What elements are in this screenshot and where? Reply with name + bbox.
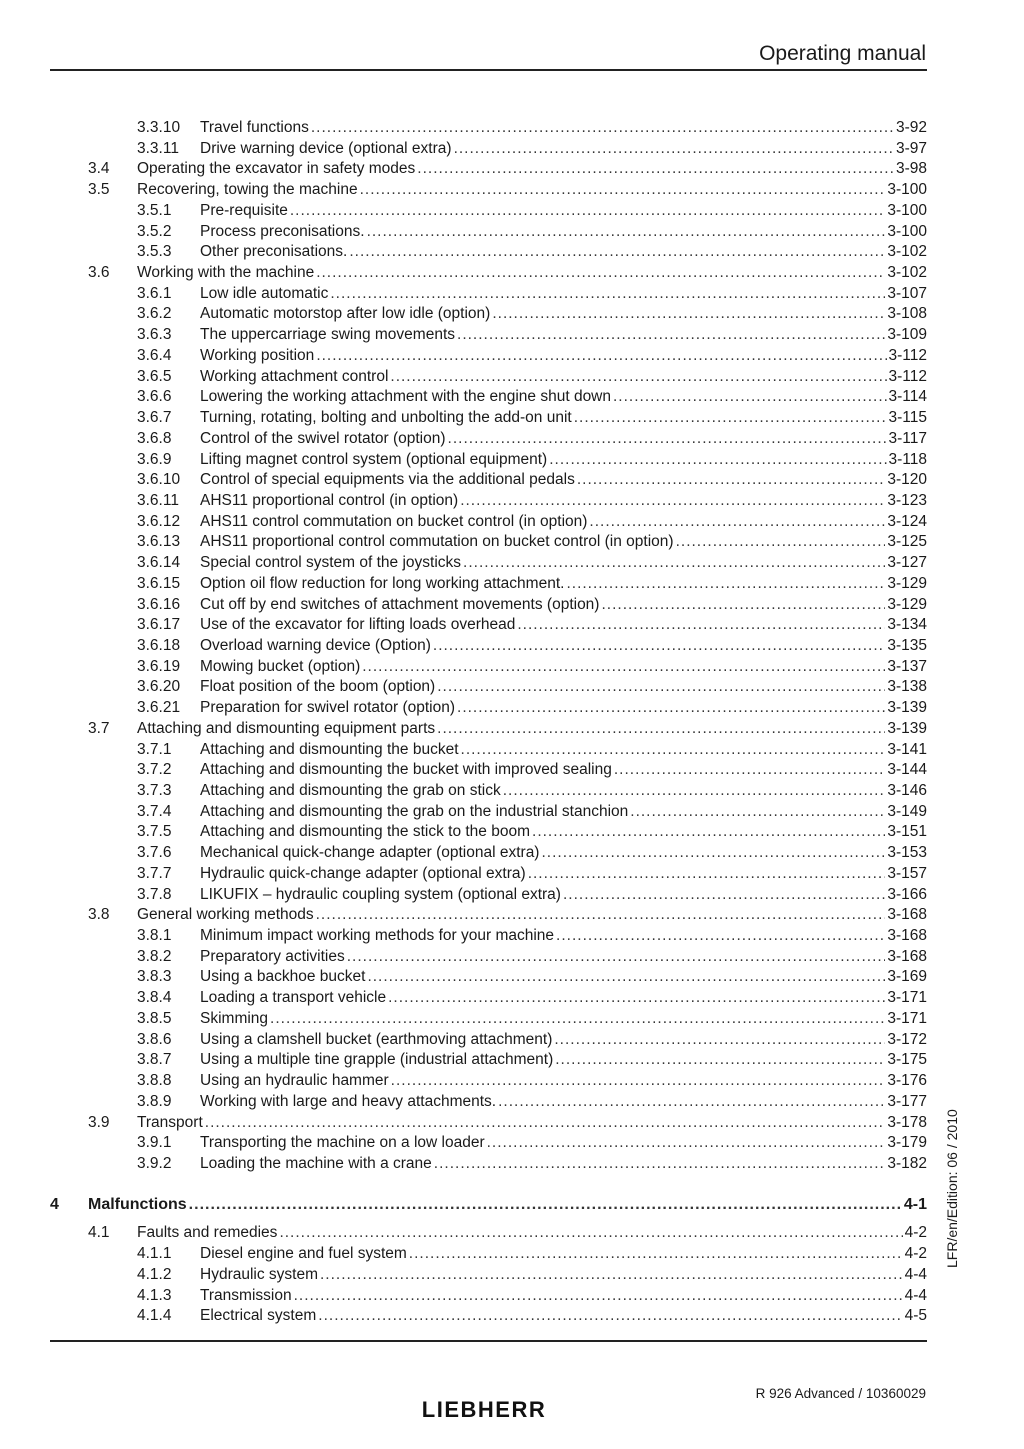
toc-entry[interactable] [50,1092,927,1113]
dot-leader [294,1286,903,1307]
toc-entry-title: Hydraulic quick-change adapter (optional extra) [200,864,528,885]
dot-leader [457,698,885,719]
dot-leader [541,843,885,864]
toc-entry[interactable] [50,760,927,781]
toc-entry-number: 3.8.3 [137,968,172,986]
dot-leader [390,367,886,388]
dot-leader [555,1050,885,1071]
toc-entry-title: Automatic motorstop after low idle (option) [200,304,492,325]
toc-entry[interactable] [50,1195,927,1216]
dot-leader [498,1092,885,1113]
dot-leader [577,470,886,491]
toc-entry[interactable] [50,429,927,450]
toc-entry-title: Process preconisations. [200,222,367,243]
toc-entry-number: 3.8.4 [137,989,172,1007]
dot-leader [454,139,894,160]
toc-entry[interactable] [50,1030,927,1051]
toc-entry-number: 4.1.4 [137,1307,172,1325]
toc-entry-page: 3-118 [887,450,928,471]
toc-entry-title: Pre-requisite [200,201,290,222]
toc-entry[interactable] [50,491,927,512]
toc-entry[interactable] [50,677,927,698]
dot-leader [463,553,885,574]
toc-entry-title: The uppercarriage swing movements [200,325,457,346]
toc-entry-number: 3.6.3 [137,326,172,344]
toc-entry-title: AHS11 control commutation on bucket control (in option) [200,512,589,533]
toc-entry-page: 3-157 [885,864,927,885]
toc-entry-title: Working position [200,346,316,367]
page-header-title: Operating manual [759,42,926,65]
toc-entry-number: 3.6.5 [137,367,172,385]
dot-leader [528,864,886,885]
toc-entry-number: 3.6.4 [137,346,172,364]
dot-leader [566,574,885,595]
toc-entry-title: Control of the swivel rotator (option) [200,429,448,450]
dot-leader [349,242,885,263]
toc-entry-title: Using a backhoe bucket [200,967,367,988]
toc-entry-number: 3.8.1 [137,927,172,945]
toc-entry[interactable] [50,284,927,305]
toc-entry-page: 3-146 [885,781,927,802]
toc-entry-title: Attaching and dismounting the grab on the industrial stanchion [200,802,630,823]
toc-entry-number: 3.3.10 [137,119,181,136]
toc-entry-title: Transport [137,1113,205,1134]
toc-entry-title: Using a clamshell bucket (earthmoving attachment) [200,1030,554,1051]
toc-entry-title: Mechanical quick-change adapter (optional extra) [200,843,541,864]
toc-entry-number: 3.5.3 [137,243,172,261]
toc-entry-number: 3.6.12 [137,512,181,530]
toc-entry-title: LIKUFIX – hydraulic coupling system (optional extra) [200,885,563,906]
dot-leader [549,450,886,471]
toc-entry-number: 3.7.5 [137,823,172,841]
toc-entry[interactable] [50,553,927,574]
toc-entry-page: 3-98 [894,159,927,180]
header-rule [50,69,927,71]
toc-entry-number: 3.7.1 [137,740,172,758]
dot-leader [388,988,885,1009]
toc-entry[interactable] [50,325,927,346]
toc-entry-page: 3-102 [885,263,927,284]
toc-entry-title: Minimum impact working methods for your machine [200,926,556,947]
toc-entry-number: 3.5 [88,181,110,199]
toc-entry-number: 4.1.3 [137,1286,172,1304]
toc-entry-page: 3-179 [885,1133,927,1154]
dot-leader [367,222,886,243]
toc-entry-page: 3-112 [887,367,928,388]
toc-entry-page: 3-129 [885,574,927,595]
toc-entry-title: Operating the excavator in safety modes [137,159,417,180]
toc-entry[interactable] [50,843,927,864]
toc-entry-number: 3.6.14 [137,554,181,572]
dot-leader [613,387,887,408]
toc-entry-number: 3.9.1 [137,1134,172,1152]
toc-entry[interactable] [50,367,927,388]
dot-leader [362,657,885,678]
toc-entry-number: 3.6.15 [137,574,181,592]
dot-leader [311,118,894,139]
dot-leader [316,263,885,284]
toc-entry-page: 3-134 [885,615,927,636]
dot-leader [556,926,885,947]
toc-entry[interactable] [50,1071,927,1092]
toc-entry-page: 3-169 [885,967,927,988]
toc-entry-page: 3-138 [885,677,927,698]
toc-entry-page: 3-100 [885,180,927,201]
toc-entry[interactable] [50,304,927,325]
toc-entry-number: 3.7.7 [137,864,172,882]
toc-entry-title: Attaching and dismounting the grab on stick [200,781,503,802]
toc-entry-page: 3-149 [885,802,927,823]
toc-entry-title: AHS11 proportional control (in option) [200,491,460,512]
toc-entry-page: 3-141 [885,740,927,761]
toc-entry-title: Turning, rotating, bolting and unbolting the add-on unit [200,408,574,429]
toc-entry-title: Recovering, towing the machine [137,180,360,201]
dot-leader [330,284,885,305]
toc-entry[interactable] [50,512,927,533]
toc-entry-title: General working methods [137,905,316,926]
dot-leader [367,967,885,988]
toc-entry[interactable] [50,387,927,408]
toc-entry-number: 3.8.8 [137,1072,172,1090]
toc-entry[interactable] [50,802,927,823]
toc-entry-page: 4-2 [903,1223,927,1244]
toc-entry[interactable] [50,636,927,657]
dot-leader [433,636,885,657]
toc-entry-number: 3.7.6 [137,844,172,862]
toc-entry-title: Cut off by end switches of attachment movements (option) [200,595,601,616]
toc-entry-page: 3-171 [885,1009,927,1030]
toc-entry-page: 3-97 [894,139,927,160]
toc-entry-number: 3.8.6 [137,1030,172,1048]
dot-leader [279,1223,902,1244]
toc-entry-title: Loading the machine with a crane [200,1154,434,1175]
toc-entry-title: Option oil flow reduction for long working attachment. [200,574,566,595]
toc-entry-page: 3-177 [885,1092,927,1113]
toc-entry-number: 3.6.21 [137,699,181,717]
toc-entry[interactable] [50,822,927,843]
toc-entry[interactable] [50,1306,927,1327]
toc-entry-number: 4 [50,1195,59,1213]
toc-entry-page: 3-100 [885,201,927,222]
dot-leader [630,802,885,823]
toc-entry-page: 3-171 [885,988,927,1009]
toc-entry-title: Use of the excavator for lifting loads overhead [200,615,517,636]
toc-entry[interactable] [50,574,927,595]
toc-entry-number: 3.6.13 [137,533,181,551]
toc-entry-title: Lifting magnet control system (optional equipment) [200,450,549,471]
toc-entry-page: 3-102 [885,242,927,263]
toc-entry-page: 3-112 [887,346,928,367]
footer-rule [50,1340,927,1342]
toc-entry-title: Using an hydraulic hammer [200,1071,391,1092]
toc-entry[interactable] [50,1154,927,1175]
toc-entry[interactable] [50,926,927,947]
toc-entry[interactable] [50,201,927,222]
dot-leader [316,905,886,926]
dot-leader [417,159,894,180]
toc-entry-title: AHS11 proportional control commutation on bucket control (in option) [200,532,676,553]
dot-leader [503,781,886,802]
toc-entry-page: 3-117 [887,429,928,450]
toc-entry-number: 3.6.10 [137,471,181,489]
toc-entry-page: 3-135 [885,636,927,657]
toc-entry-title: Preparation for swivel rotator (option) [200,698,457,719]
toc-entry-number: 3.8.7 [137,1051,172,1069]
toc-entry-page: 3-120 [885,470,927,491]
toc-entry-number: 3.6.20 [137,678,181,696]
dot-leader [563,885,885,906]
toc-entry-title: Special control system of the joysticks [200,553,463,574]
dot-leader [320,1265,903,1286]
footer-reference: R 926 Advanced / 10360029 [755,1386,926,1401]
toc-entry-page: 3-124 [885,512,927,533]
toc-entry-page: 3-123 [885,491,927,512]
toc-entry[interactable] [50,1244,927,1265]
toc-entry[interactable] [50,1009,927,1030]
dot-leader [434,1154,886,1175]
toc-entry-page: 4-4 [903,1286,927,1307]
toc-entry-page: 3-129 [885,595,927,616]
toc-entry-page: 3-100 [885,222,927,243]
toc-entry[interactable] [50,905,927,926]
toc-entry-number: 3.6.8 [137,429,172,447]
dot-leader [205,1113,886,1134]
toc-entry-number: 3.7.3 [137,782,172,799]
dot-leader [574,408,887,429]
toc-entry[interactable] [50,118,927,139]
toc-entry-number: 3.6.11 [137,491,179,509]
toc-entry-page: 3-178 [885,1113,927,1134]
toc-entry-title: Using a multiple tine grapple (industrial attachment) [200,1050,555,1071]
dot-leader [532,822,885,843]
toc-entry-number: 3.4 [88,160,110,178]
dot-leader [676,532,886,553]
toc-entry[interactable] [50,947,927,968]
toc-entry-number: 3.8 [88,906,110,924]
toc-entry[interactable] [50,1050,927,1071]
toc-entry-title: Diesel engine and fuel system [200,1244,409,1265]
toc-entry-number: 3.8.5 [137,1009,172,1027]
toc-entry-page: 3-92 [894,118,927,139]
toc-entry-page: 3-125 [885,532,927,553]
toc-entry-page: 3-175 [885,1050,927,1071]
toc-entry-page: 4-4 [903,1265,927,1286]
dot-leader [601,595,885,616]
toc-entry-page: 3-144 [885,760,927,781]
toc-entry-page: 3-172 [885,1030,927,1051]
toc-entry[interactable] [50,450,927,471]
toc-entry-page: 3-114 [887,387,928,408]
dot-leader [554,1030,885,1051]
toc-entry-page: 3-153 [885,843,927,864]
toc-entry[interactable] [50,408,927,429]
toc-entry-page: 3-168 [885,926,927,947]
toc-entry-number: 3.7.8 [137,885,172,903]
toc-entry-number: 3.3.11 [137,139,179,157]
toc-entry[interactable] [50,719,927,740]
toc-entry-page: 3-109 [885,325,927,346]
toc-entry-number: 3.7 [88,719,110,737]
toc-entry-page: 3-151 [885,822,927,843]
toc-entry-number: 3.8.9 [137,1092,172,1110]
edition-side-text: LFR/en/Edition: 06 / 2010 [944,1109,960,1268]
toc-entry-title: Mowing bucket (option) [200,657,362,678]
toc-entry[interactable] [50,657,927,678]
toc-entry[interactable] [50,988,927,1009]
toc-entry[interactable] [50,1113,927,1134]
dot-leader [391,1071,886,1092]
dot-leader [347,947,886,968]
toc-entry-title: Hydraulic system [200,1265,320,1286]
dot-leader [290,201,885,222]
toc-entry[interactable] [50,180,927,201]
toc-entry-number: 3.9 [88,1113,110,1131]
toc-entry-number: 3.6.2 [137,305,172,323]
toc-entry-page: 3-139 [885,698,927,719]
toc-entry-title: Other preconisations. [200,242,349,263]
toc-entry-number: 3.6.17 [137,616,181,634]
toc-entry[interactable] [50,346,927,367]
toc-entry-page: 3-127 [885,553,927,574]
toc-entry-title: Electrical system [200,1306,318,1327]
dot-leader [437,677,885,698]
toc-entry-title: Working with large and heavy attachments. [200,1092,498,1113]
dot-leader [589,512,885,533]
toc-entry-number: 4.1.1 [137,1245,172,1263]
toc-entry[interactable] [50,242,927,263]
dot-leader [487,1133,886,1154]
toc-entry-title: Loading a transport vehicle [200,988,388,1009]
toc-entry[interactable] [50,615,927,636]
toc-entry-title: Attaching and dismounting the bucket with improved sealing [200,760,614,781]
toc-entry-number: 3.6.7 [137,409,172,427]
dot-leader [517,615,885,636]
toc-entry-page: 3-107 [885,284,927,305]
toc-entry-number: 3.9.2 [137,1154,172,1172]
toc-entry[interactable] [50,1223,927,1244]
toc-entry-number: 3.6.18 [137,636,181,654]
toc-entry-number: 3.6.9 [137,450,172,468]
toc-entry[interactable] [50,1133,927,1154]
dot-leader [270,1009,885,1030]
toc-entry[interactable] [50,1286,927,1307]
liebherr-logo [404,1398,564,1420]
toc-entry-number: 3.8.2 [137,947,172,965]
toc-entry[interactable] [50,139,927,160]
toc-entry-number: 3.7.2 [137,761,172,779]
dot-leader [460,491,885,512]
toc-entry-title: Preparatory activities [200,947,347,968]
toc-entry[interactable] [50,885,927,906]
toc-entry-page: 3-115 [887,408,928,429]
dot-leader [461,740,886,761]
toc-entry-title: Attaching and dismounting the bucket [200,740,461,761]
toc-entry[interactable] [50,595,927,616]
toc-entry-title: Malfunctions [88,1195,189,1216]
dot-leader [360,180,886,201]
toc-entry-page: 3-176 [885,1071,927,1092]
toc-entry-number: 3.6.19 [137,657,181,675]
toc-entry-title: Working with the machine [137,263,316,284]
toc-entry-title: Skimming [200,1009,270,1030]
toc-entry[interactable] [50,781,927,802]
toc-entry[interactable] [50,1265,927,1286]
toc-entry-number: 4.1.2 [137,1265,172,1283]
toc-entry-page: 3-108 [885,304,927,325]
toc-entry-page: 4-5 [903,1306,927,1327]
toc-entry[interactable] [50,740,927,761]
toc-entry-title: Attaching and dismounting equipment parts [137,719,437,740]
toc-entry-number: 3.6.6 [137,388,172,406]
toc-entry-page: 4-2 [903,1244,927,1265]
toc-entry[interactable] [50,967,927,988]
dot-leader [492,304,885,325]
toc-entry-page: 3-139 [885,719,927,740]
toc-entry-number: 4.1 [88,1224,110,1242]
toc-entry-title: Lowering the working attachment with the engine shut down [200,387,613,408]
toc-entry[interactable] [50,532,927,553]
toc-entry-number: 3.5.2 [137,222,172,240]
toc-entry-title: Working attachment control [200,367,390,388]
toc-entry[interactable] [50,864,927,885]
toc-entry-title: Attaching and dismounting the stick to the boom [200,822,532,843]
toc-entry-title: Control of special equipments via the additional pedals [200,470,577,491]
toc-entry-number: 3.7.4 [137,802,172,820]
toc-entry[interactable] [50,159,927,180]
toc-entry[interactable] [50,263,927,284]
dot-leader [189,1195,902,1216]
toc-entry-title: Transporting the machine on a low loader [200,1133,487,1154]
dot-leader [318,1306,902,1327]
dot-leader [614,760,885,781]
toc-entry[interactable] [50,698,927,719]
toc-entry-number: 3.5.1 [137,201,172,219]
dot-leader [448,429,887,450]
toc-entry-page: 3-168 [885,947,927,968]
toc-entry-page: 4-1 [902,1195,927,1216]
toc-entry-title: Overload warning device (Option) [200,636,433,657]
table-of-contents [50,118,927,1327]
toc-entry[interactable] [50,222,927,243]
toc-entry-number: 3.6.1 [137,284,172,302]
dot-leader [409,1244,903,1265]
toc-entry-number: 3.6 [88,264,110,282]
dot-leader [437,719,885,740]
toc-entry-title: Low idle automatic [200,284,330,305]
dot-leader [316,346,886,367]
toc-entry-title: Drive warning device (optional extra) [200,139,454,160]
toc-entry-title: Float position of the boom (option) [200,677,437,698]
logo-text: LIEBHERR [421,1398,547,1420]
toc-entry-title: Faults and remedies [137,1223,279,1244]
toc-entry-page: 3-182 [885,1154,927,1175]
toc-entry-title: Transmission [200,1286,294,1307]
toc-entry-page: 3-166 [885,885,927,906]
toc-entry-title: Travel functions [200,118,311,139]
toc-entry-number: 3.6.16 [137,595,181,613]
dot-leader [457,325,885,346]
toc-entry-page: 3-137 [885,657,927,678]
toc-entry[interactable] [50,470,927,491]
toc-entry-page: 3-168 [885,905,927,926]
